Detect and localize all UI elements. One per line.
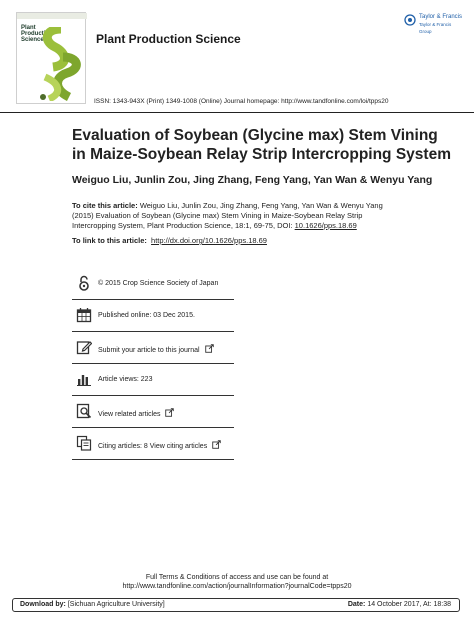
related-text: View related articles xyxy=(98,411,161,418)
views-row xyxy=(72,364,234,396)
date-value: 14 October 2017, At: 18:38 xyxy=(367,601,451,608)
terms-notice xyxy=(0,573,474,591)
cite-text: Weiguo Liu, Junlin Zou, Jing Zhang, Feng Yang, Yan Wan & Wenyu Yang (2015) Evaluation of Soybean (Glycine max) Stem Vining in Maize-Soybean Relay Strip Intercropping System, Plant Production Science, 18:1, 69-75, DOI: xyxy=(72,201,383,230)
citation-block xyxy=(72,201,394,231)
terms-link[interactable]: http://www.tandfonline.com/action/journalInformation?journalCode=tpps20 xyxy=(122,583,352,590)
issn-line: ISSN: 1343-943X (Print) 1349-1008 (Online) Journal homepage: http://www.tandfonline.com/loi/tpps20 xyxy=(94,98,389,105)
submit-text: Submit your article to this journal xyxy=(98,347,200,354)
copyright-row xyxy=(72,268,234,300)
submit-row[interactable] xyxy=(72,332,234,364)
cite-doi-link[interactable]: 10.1626/pps.18.69 xyxy=(294,221,357,230)
link-label: To link to this article: xyxy=(72,236,147,245)
cover-title-text: Plant Production Science xyxy=(21,25,53,43)
header-divider xyxy=(0,112,474,113)
download-info-box xyxy=(12,598,460,612)
calendar-icon xyxy=(76,307,92,323)
external-link-icon xyxy=(212,440,221,449)
publisher-logo xyxy=(404,12,462,34)
journal-name[interactable]: Plant Production Science xyxy=(96,32,241,46)
cite-label: To cite this article: xyxy=(72,201,138,210)
external-link-icon xyxy=(205,344,214,353)
views-text: Article views: 223 xyxy=(98,376,153,383)
article-authors: Weiguo Liu, Junlin Zou, Jing Zhang, Feng Yang, Yan Wan & Wenyu Yang xyxy=(72,174,433,186)
published-row xyxy=(72,300,234,332)
related-row[interactable] xyxy=(72,396,234,428)
article-title: Evaluation of Soybean (Glycine max) Stem Vining in Maize-Soybean Relay Strip Intercropping System xyxy=(72,127,451,163)
citing-link[interactable] xyxy=(98,440,221,450)
cover-strip xyxy=(17,13,87,19)
publisher-sub: Taylor & Francis Group xyxy=(419,22,452,34)
download-date xyxy=(348,601,451,608)
external-link-icon xyxy=(165,408,174,417)
header xyxy=(16,12,463,110)
related-link[interactable] xyxy=(98,408,174,418)
terms-line-1: Full Terms & Conditions of access and use can be found at xyxy=(145,574,329,581)
submit-link[interactable] xyxy=(98,344,214,354)
cover-art-icon xyxy=(39,27,83,101)
date-label: Date: xyxy=(347,601,366,608)
copyright-text: © 2015 Crop Science Society of Japan xyxy=(98,280,219,287)
open-access-lock-icon xyxy=(76,275,92,291)
journal-cover xyxy=(16,12,86,104)
download-value: [Sichuan Agriculture University] xyxy=(67,601,165,608)
download-by xyxy=(20,601,165,608)
citing-text: Citing articles: 8 View citing articles xyxy=(98,443,208,450)
related-search-icon xyxy=(76,403,92,419)
publisher-name: Taylor & Francis xyxy=(419,14,463,20)
citing-row[interactable] xyxy=(72,428,234,460)
publisher-logo-icon xyxy=(404,14,416,26)
link-line xyxy=(72,236,267,245)
citing-documents-icon xyxy=(76,435,92,451)
publisher-logo-text xyxy=(419,14,462,35)
bar-chart-icon xyxy=(76,371,92,387)
published-text: Published online: 03 Dec 2015. xyxy=(98,312,195,319)
download-label: Download by: xyxy=(20,601,66,608)
edit-pencil-icon xyxy=(76,339,92,355)
article-link[interactable]: http://dx.doi.org/10.1626/pps.18.69 xyxy=(151,236,267,245)
